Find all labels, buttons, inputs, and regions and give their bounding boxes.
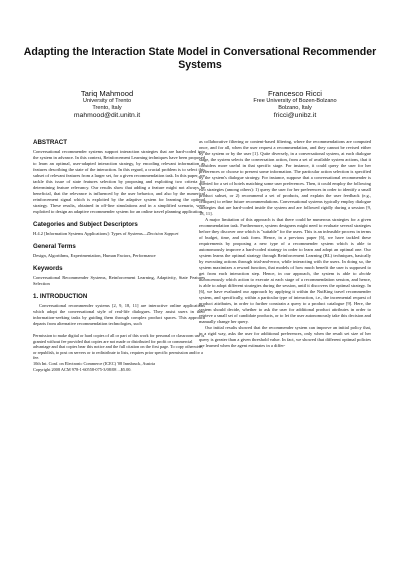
author-affiliation: University of Trento [82, 98, 132, 104]
categories-italic: Decision Support [147, 231, 179, 236]
right-column [199, 139, 371, 559]
author-email: fricci@unibz.it [273, 111, 317, 119]
body-emphasis: decide autonomously [199, 271, 371, 282]
keywords-text: Conversational Recommender Systems, Reinforcement Learning, Adaptivity, State Features Selection [33, 275, 205, 286]
keywords-heading: Keywords [33, 265, 63, 272]
abstract-text: Conversational recommender systems support interaction strategies that are hard-coded into the system in advance. In this context, Reinforcement Learning techniques have been proposed to learn an optimal, user-adapted interaction strategy, by encoding relevant information as features describing the state of the interaction. In this regard, a crucial problem is to select this subset of relevant features from a larger set, for a given recommendation task. In this paper, we tackle this issue of state features selection by proposing and exploiting two criteria for determining feature relevancy. Our results show that adding a feature might not always be beneficial, that the relevance is influenced by the user behavior, and also by the numerical reinforcement signal which is exploited by the adaptive system for learning the optimal strategy. These results, obtained in off-line simulations and in a simplified scenario, were exploited to design an adaptive recommender system for an online travel planning application. [33, 149, 205, 214]
author-location: Bolzano, Italy [278, 104, 312, 111]
intro-heading: 1. INTRODUCTION [33, 293, 88, 300]
general-terms-text: Design, Algorithms, Experimentation, Human Factors, Performance [33, 253, 156, 258]
author-location: Trento, Italy [92, 104, 122, 111]
left-column [33, 139, 205, 559]
body-paragraph-1: as collaborative filtering or content-based filtering, where the recommendations are computed once, and for all, when the user request a recommendation, and they cannot be revised either by the system or by the user [1]. Quite diversely, in a conversational system, at each dialogue stage, the system selects the conversation action, from a set of available system actions, that it considers more useful in that specific stage. For instance, it could query the user for her preferences or choose to present some information. The particular action selection is specified by the system's dialogue strategy. For instance, suppose that a conversational recommender is queried for a set of hotels matching some user preferences. Then, it could employ the following two strategies (among others): 1) query the user for her preferences in order to identify a small product subset, or 2) recommend a set of products, and explain the user feedback (e.g., critiques) to refine future recommendations. Conversational systems typically employ dialogue strategies that are hard-coded inside the system and are followed rigidly during a session [9, 18, 11]. [199, 139, 371, 216]
body-paragraph-2b: which action to execute at each stage of a recommendation session, and hence, is able to adopt different strategies during the session, until it discovers the optimal strategy. In [6], we have evaluated our approach by applying it within the NutKing travel recommender system, and specifically, within a particular type of interaction, i.e., the incremental request of product attributes, in order to further constrain a query to a product catalogue [9]. Here, the system should decide, whether to ask the user for additional product attributes in order to retrieve a small set of candidate products, or to let the user autonomously take this decision and manually change her query. [199, 277, 371, 324]
author-name: Francesco Ricci [267, 89, 322, 98]
author-name: Tariq Mahmood [80, 89, 134, 98]
author-block-1 [12, 89, 202, 120]
body-paragraph-2a: A major limitation of this approach is that there could be numerous strategies for a given recommendation task. Furthermore, system designers might need to evaluate several strategies before they discover one which is "suitable" for the users. This is an infeasible process in terms of budget, time, and task form. Hence, in a previous paper [6], we have tackled these requirements by proposing a new type of a recommender system which is able to autonomously improve a hard-coded strategy in order to learn and adopt an optimal one. Our system learns the optimal strategy through Reinforcement Learning (RL) techniques, basically by executing actions through trial-and-error, while interacting with the users. In doing so, the system maximizes a reward function, that models of how much benefit the user is supposed to get from each interaction step. Hence, in our approach, the system is able to [199, 217, 371, 276]
body-paragraph-2 [199, 217, 371, 325]
categories-heading: Categories and Subject Descriptors [33, 221, 138, 228]
intro-paragraph: Conversational recommender systems [2, 9, 18, 11] are interactive online applications which adopt the conversational style of real-life dialogues. They assist users in their information-seeking tasks by guiding them through complex product spaces. This approach departs from alternative recommendation technologies, such [33, 303, 205, 326]
paper-title: Adapting the Interaction State Model in Conversational Recommender Systems [23, 46, 377, 71]
copyright-line: Copyright 2008 ACM 978-1-60558-075-3/08/08 ...$5.00. [33, 366, 132, 372]
body-paragraph-3: Our initial results showed that the recommender system can improve an initial policy that, in a rigid way, asks the user for additional preferences, only when the result set size of her query is greater than a given threshold value. In fact, we showed that different optimal policies are learned when the agent estimates in a differ- [199, 325, 371, 348]
copyright-notice: Permission to make digital or hard copies of all or part of this work for personal or classroom use is granted without fee provided that copies are not made or distributed for profit or commercial advantage and that copies bear this notice and the full citation on the first page. To copy otherwise, or republish, to post on servers or to redistribute to lists, requires prior specific permission and/or a fee. [33, 333, 205, 361]
author-affiliation: Free University of Bozen-Bolzano [253, 98, 337, 104]
general-terms-heading: General Terms [33, 243, 76, 250]
abstract-heading: ABSTRACT [33, 139, 68, 146]
author-block-2 [200, 89, 390, 120]
categories-main: H.4.2 [Information Systems Applications]: Types of Systems— [33, 231, 148, 236]
conference-line: 10th Int. Conf. on Electronic Commerce (ICEC) '08 Innsbruck, Austria [33, 360, 156, 366]
author-email: mahmood@dit.unitn.it [73, 111, 141, 119]
